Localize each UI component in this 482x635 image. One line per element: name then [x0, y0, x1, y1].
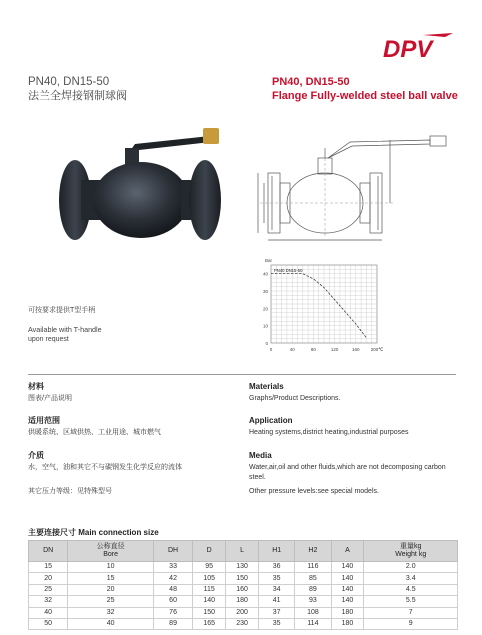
media-en-text-1: Water,air,oil and other fluids,which are not decomposing carbon — [249, 464, 446, 471]
application-cn-text: 供暖系统、区域供热、工业用途、城市燃气 — [28, 429, 161, 436]
table-cell: 180 — [331, 618, 364, 629]
x-tick-label: 0 — [269, 347, 273, 352]
table-cell: 42 — [153, 573, 192, 584]
table-cell: 140 — [331, 584, 364, 595]
table-cell: 180 — [331, 607, 364, 618]
legend-label: PN40 DN15-50 — [274, 268, 303, 273]
table-cell: 130 — [226, 562, 259, 573]
table-row — [29, 573, 458, 584]
pressure-en-text: Other pressure levels:see special models. — [249, 488, 379, 495]
valve-photo — [45, 118, 235, 248]
application-en-text: Heating systems,district heating,industrial purposes — [249, 429, 409, 436]
table-header-cell: H1 — [259, 541, 295, 562]
t-handle-note-en-1: Available with T-handle — [28, 325, 102, 334]
title-right-1: PN40, DN15-50 — [272, 76, 350, 88]
table-row — [29, 584, 458, 595]
table-cell: 20 — [68, 584, 154, 595]
t-handle-note-en-2: upon request — [28, 336, 69, 343]
section-divider — [28, 374, 456, 375]
table-cell: 108 — [295, 607, 331, 618]
y-tick-label: 10 — [262, 323, 268, 329]
title-en-left: PN40, DN15-50 — [28, 76, 110, 88]
pressure-temperature-chart — [255, 255, 395, 355]
table-cell: 5.5 — [364, 596, 458, 607]
table-cell: 25 — [68, 596, 154, 607]
table-header-cell: H2 — [295, 541, 331, 562]
table-header-cell: A — [331, 541, 364, 562]
table-cell: 10 — [68, 562, 154, 573]
table-cell: 85 — [295, 573, 331, 584]
table-cell: 2.0 — [364, 562, 458, 573]
application-cn-heading: 适用范围 — [28, 416, 60, 425]
materials-en — [249, 382, 459, 404]
materials-cn-heading: 材料 — [28, 382, 44, 391]
materials-en-heading: Materials — [249, 382, 284, 391]
dpv-logo — [383, 33, 453, 59]
t-handle-note — [28, 306, 102, 345]
table-cell: 4.5 — [364, 584, 458, 595]
y-tick-label: 0 — [265, 341, 268, 346]
table-cell: 15 — [29, 562, 68, 573]
table-cell: 160 — [226, 584, 259, 595]
table-body — [29, 562, 458, 630]
table-cell: 115 — [193, 584, 226, 595]
table-header-row — [29, 541, 458, 562]
table-cell: 140 — [193, 596, 226, 607]
table-cell: 33 — [153, 562, 192, 573]
media-en-text-2: steel. — [249, 474, 266, 481]
logo-text: DPV — [383, 36, 433, 59]
x-tick-label: 80 — [310, 347, 316, 352]
table-cell: 140 — [331, 596, 364, 607]
y-axis-label: Bar — [265, 258, 273, 263]
table-cell: 35 — [259, 618, 295, 629]
materials-cn — [28, 382, 228, 404]
table-cell: 76 — [153, 607, 192, 618]
title-cn: 法兰全焊接钢制球阀 — [28, 90, 127, 102]
table-cell: 9 — [364, 618, 458, 629]
table-cell: 41 — [259, 596, 295, 607]
table-cell: 230 — [226, 618, 259, 629]
table-cell: 150 — [193, 607, 226, 618]
table-header-cell: D — [193, 541, 226, 562]
table-cell: 165 — [193, 618, 226, 629]
table-cell: 35 — [259, 573, 295, 584]
title-block-left — [28, 75, 127, 103]
table-cell: 25 — [29, 584, 68, 595]
x-tick-label: 40 — [289, 347, 295, 352]
materials-cn-text: 图表/产品说明 — [28, 395, 72, 402]
materials-en-text: Graphs/Product Descriptions. — [249, 395, 341, 402]
table-cell: 93 — [295, 596, 331, 607]
t-handle-note-cn: 可按要求提供T型手柄 — [28, 307, 96, 314]
x-tick-label: 200℃ — [370, 347, 384, 352]
pressure-cn — [28, 487, 228, 497]
pressure-cn-text: 其它压力等级：见特殊型号 — [28, 488, 112, 495]
table-cell: 60 — [153, 596, 192, 607]
table-cell: 40 — [29, 607, 68, 618]
table-row — [29, 607, 458, 618]
table-cell: 105 — [193, 573, 226, 584]
connection-size-table — [28, 540, 458, 630]
media-cn-heading: 介质 — [28, 451, 44, 460]
table-header-cell: DH — [153, 541, 192, 562]
media-en — [249, 451, 459, 483]
application-en — [249, 416, 459, 438]
table-cell: 150 — [226, 573, 259, 584]
table-cell: 140 — [331, 573, 364, 584]
table-cell: 32 — [68, 607, 154, 618]
table-cell: 40 — [68, 618, 154, 629]
y-tick-label: 20 — [262, 306, 268, 312]
media-cn — [28, 451, 238, 473]
table-row — [29, 596, 458, 607]
table-cell: 140 — [331, 562, 364, 573]
table-header-cell: DN — [29, 541, 68, 562]
media-cn-text: 水，空气，油和其它不与碳钢发生化学反应的流体 — [28, 464, 182, 471]
table-cell: 32 — [29, 596, 68, 607]
table-cell: 37 — [259, 607, 295, 618]
table-cell: 20 — [29, 573, 68, 584]
y-tick-label: 40 — [262, 271, 268, 277]
table-cell: 89 — [295, 584, 331, 595]
table-cell: 34 — [259, 584, 295, 595]
y-tick-label: 30 — [262, 289, 268, 294]
table-header-cell: L — [226, 541, 259, 562]
application-en-heading: Application — [249, 416, 293, 425]
table-cell: 95 — [193, 562, 226, 573]
valve-technical-drawing — [250, 128, 455, 243]
title-right-2: Flange Fully-welded steel ball valve — [272, 90, 458, 102]
table-cell: 3.4 — [364, 573, 458, 584]
table-cell: 50 — [29, 618, 68, 629]
x-tick-label: 160 — [352, 347, 360, 352]
table-cell: 48 — [153, 584, 192, 595]
table-header-cell: 公称直径 Bore — [68, 541, 154, 562]
x-tick-label: 120 — [330, 347, 339, 352]
media-en-heading: Media — [249, 451, 272, 460]
title-block-right — [272, 75, 458, 103]
table-cell: 116 — [295, 562, 331, 573]
table-cell: 200 — [226, 607, 259, 618]
table-cell: 36 — [259, 562, 295, 573]
table-cell: 7 — [364, 607, 458, 618]
table-cell: 15 — [68, 573, 154, 584]
table-cell: 114 — [295, 618, 331, 629]
table-row — [29, 562, 458, 573]
pressure-en — [249, 487, 459, 497]
table-row — [29, 618, 458, 629]
table-cell: 180 — [226, 596, 259, 607]
table-header-cell: 重量kg Weight kg — [364, 541, 458, 562]
application-cn — [28, 416, 228, 438]
table-cell: 89 — [153, 618, 192, 629]
table-title: 主要连接尺寸 Main connection size — [28, 528, 159, 537]
